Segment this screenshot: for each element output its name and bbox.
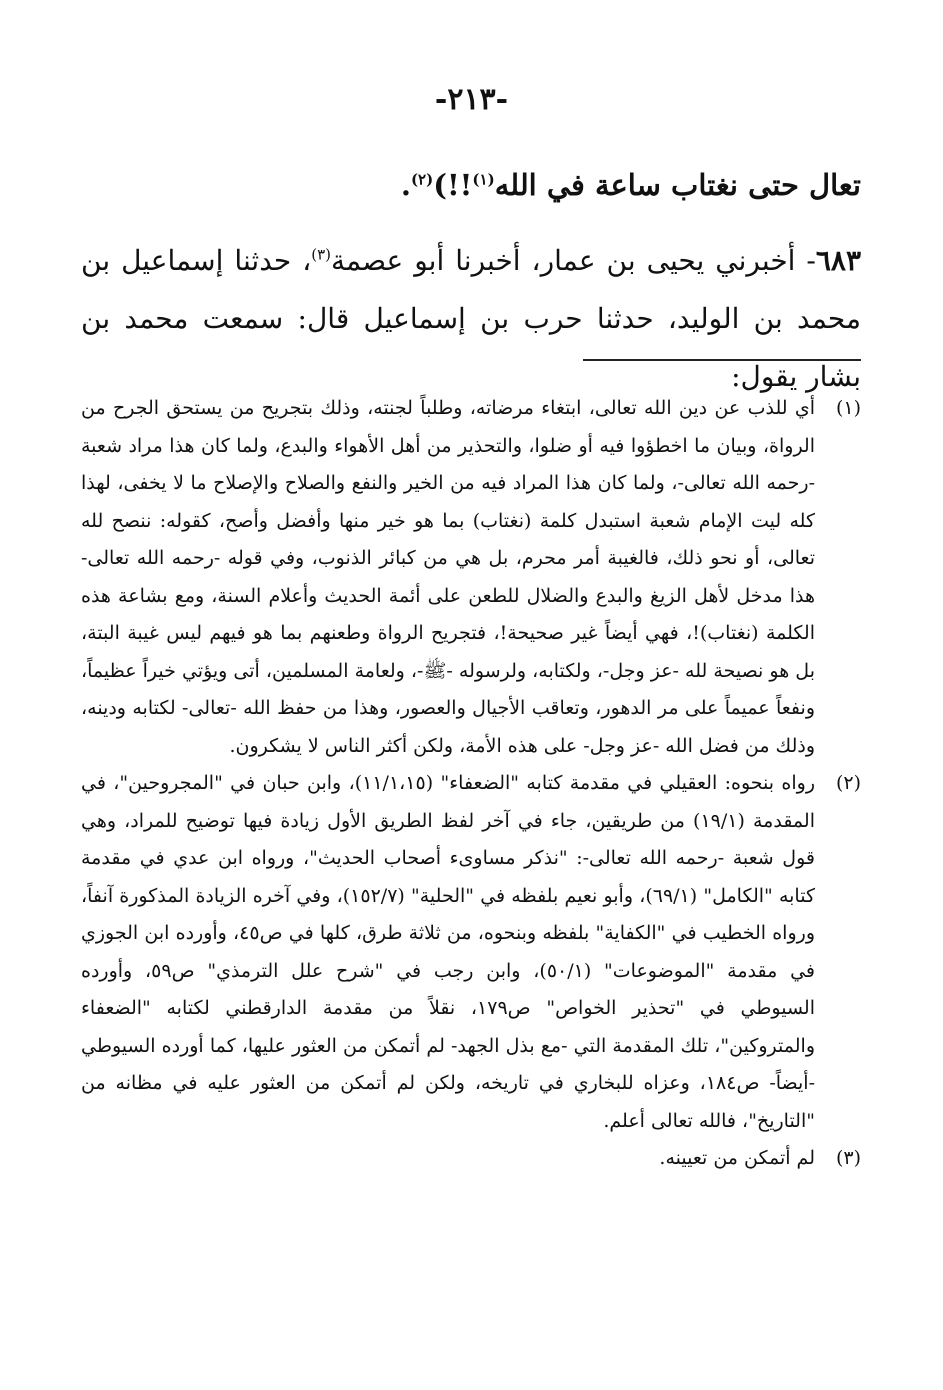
narration-part-1: - أخبرني يحيى بن عمار، أخبرنا أبو عصمة <box>331 244 816 277</box>
footnote-ref-3: (٣) <box>311 245 332 264</box>
heading-end: . <box>400 168 411 202</box>
footnote-ref-1: (١) <box>472 170 495 189</box>
footnote-text: رواه بنحوه: العقيلي في مقدمة كتابه "الضعفاء" (١١/١،١٥)، وابن حبان في "المجروحين"، في المقدمة (١٩/١) من طريقين، جاء في آخر لفظ الطريق الأول زيادة فيها توضيح للمراد، وهي قول شعبة -رحمه الله تعالى-: "نذكر مساوىء أصحاب الحديث"، ورواه ابن عدي في مقدمة كتابه "الكامل" (٦٩/١)، وأبو نعيم بلفظه في "الحلية" (١٥٢/٧)، وفي آخره الزيادة المذكورة آنفاً، ورواه الخطيب في "الكفاية" بلفظه وبنحوه، من ثلاثة طرق، كلها في ص٤٥، وأورده ابن الجوزي في مقدمة "الموضوعات" (٥٠/١)، وابن رجب في "شرح علل الترمذي" ص٥٩، وأورده السيوطي في "تحذير الخواص" ص١٧٩، نقلاً من مقدمة الدارقطني لكتابه "الضعفاء والمتروكين"، تلك المقدمة التي -مع بذل الجهد- لم أتمكن من العثور عليها، كما أورده السيوطي -أيضاً- ص١٨٤، وعزاه للبخاري في تاريخه، ولكن لم أتمكن من العثور عليه في مظانه من "التاريخ"، فالله تعالى أعلم. <box>81 772 815 1132</box>
footnotes-section <box>81 390 861 1178</box>
footnote-marker: (٢) <box>835 772 861 794</box>
page-number: -٢١٣- <box>434 82 509 117</box>
footnote-3 <box>81 1140 861 1178</box>
footnote-divider <box>583 359 861 361</box>
heading-text: تعال حتى نغتاب ساعة في الله <box>494 168 861 202</box>
section-heading <box>81 160 861 210</box>
footnote-text: أي للذب عن دين الله تعالى، ابتغاء مرضاته، وطلباً لجنته، وذلك بتجريح من يستحق الجرح من الرواة، وبيان ما اخطؤوا فيه أو ضلوا، والتحذير من أهل الأهواء والبدع، ولما كان هذا مراد شعبة -رحمه الله تعالى-، ولما كان هذا المراد فيه من الخير والنفع والصلاح والإصلاح ما لا يخفى، لهذا كله ليت الإمام شعبة استبدل كلمة (نغتاب) بما هو خير منها وأفضل وأصح، كقوله: ننصح لله تعالى، أو نحو ذلك، فالغيبة أمر محرم، بل هي من كبائر الذنوب، وفي قوله -رحمه الله تعالى- هذا مدخل لأهل الزيغ والبدع والضلال للطعن على أئمة الحديث وأعلام السنة، ومع بشاعة هذه الكلمة (نغتاب)!، فهي أيضاً غير صحيحة!، فتجريح الرواة وطعنهم بما هو فيهم ليس غيبة البتة، بل هو نصيحة لله -عز وجل-، ولكتابه، ولرسوله -ﷺ-، ولعامة المسلمين، أتى ويؤتي خيراً عظيماً، ونفعاً عميماً على مر الدهور، وتعاقب الأجيال والعصور، وهذا من حفظ الله -تعالى- لكتابه ودينه، وذلك من فضل الله -عز وجل- على هذه الأمة، ولكن أكثر الناس لا يشكرون. <box>81 397 815 757</box>
footnote-2 <box>81 765 861 1140</box>
footnote-1 <box>81 390 861 765</box>
hadith-narration <box>81 232 861 406</box>
narration-part-2: ، حدثنا إسماعيل بن محمد بن الوليد، حدثنا حرب بن إسماعيل قال: سمعت محمد بن بشار يقول: <box>81 244 861 393</box>
footnote-text: لم أتمكن من تعيينه. <box>659 1147 815 1169</box>
footnote-ref-2: (٢) <box>410 170 434 189</box>
heading-exclaim: !!) <box>433 168 473 202</box>
hadith-number: ٦٨٣ <box>815 244 861 277</box>
footnote-marker: (١) <box>835 397 861 419</box>
footnote-marker: (٣) <box>835 1147 861 1169</box>
